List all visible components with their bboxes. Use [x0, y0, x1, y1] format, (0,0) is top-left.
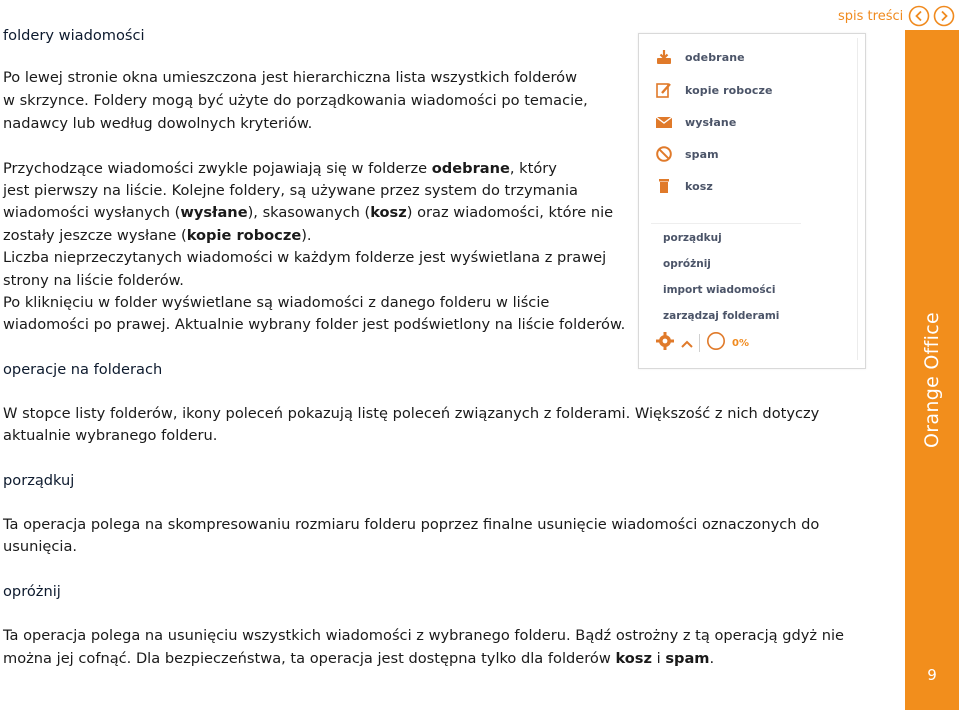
section-heading-operacje: operacje na folderach: [3, 361, 163, 378]
prev-page-button[interactable]: [908, 5, 930, 27]
pencil-draft-icon: [655, 81, 673, 99]
chevron-right-circle-icon: [933, 5, 955, 27]
paragraph-line: zostały jeszcze wysłane (kopie robocze).: [3, 227, 312, 244]
quota-value: 0%: [732, 337, 749, 349]
side-title-text: Orange Office: [921, 312, 944, 448]
paragraph-line: W stopce listy folderów, ikony poleceń pokazują listę poleceń związanych z folderami. Większość z nich dotyczy: [3, 405, 820, 422]
envelope-sent-icon: [655, 113, 673, 131]
menu-item-zarzadzaj[interactable]: zarządzaj folderami: [663, 310, 780, 322]
section-heading-foldery: foldery wiadomości: [3, 27, 145, 44]
folder-item-spam[interactable]: [655, 141, 835, 167]
section-heading-oproznij: opróżnij: [3, 583, 61, 600]
folder-item-wyslane[interactable]: [655, 109, 835, 135]
next-page-button[interactable]: [933, 5, 955, 27]
folder-label: wysłane: [685, 115, 737, 129]
paragraph-line: Po kliknięciu w folder wyświetlane są wiadomości z danego folderu w liście: [3, 294, 550, 311]
chevron-up-icon[interactable]: [681, 334, 693, 353]
section-heading-porzadkuj: porządkuj: [3, 472, 75, 489]
folder-label: kopie robocze: [685, 83, 773, 97]
menu-item-oproznij[interactable]: opróżnij: [663, 258, 711, 270]
paragraph-line: jest pierwszy na liście. Kolejne foldery, są używane przez system do trzymania: [3, 182, 578, 199]
gear-icon[interactable]: [655, 331, 675, 355]
paragraph-line: usunięcia.: [3, 538, 78, 555]
folder-label: spam: [685, 147, 719, 161]
folder-actions-menu: [651, 223, 801, 334]
paragraph-line: Ta operacja polega na skompresowaniu rozmiaru folderu poprzez finalne usunięcie wiadomości oznaczonych do: [3, 516, 820, 533]
paragraph-line: wiadomości wysłanych (wysłane), skasowanych (kosz) oraz wiadomości, które nie: [3, 204, 614, 221]
folder-list: [647, 38, 858, 360]
inbox-download-icon: [655, 48, 673, 66]
paragraph-line: Po lewej stronie okna umieszczona jest hierarchiczna lista wszystkich folderów: [3, 69, 578, 86]
footer-separator: [699, 334, 700, 352]
paragraph-line: można jej cofnąć. Dla bezpieczeństwa, ta operacja jest dostępna tylko dla folderów kosz i spam.: [3, 650, 715, 667]
paragraph-line: wiadomości po prawej. Aktualnie wybrany folder jest podświetlony na liście folderów.: [3, 316, 626, 333]
folder-item-odebrane[interactable]: [655, 44, 835, 70]
folder-item-kosz[interactable]: [655, 173, 835, 199]
paragraph-line: w skrzynce. Foldery mogą być użyte do porządkowania wiadomości po temacie,: [3, 92, 588, 109]
menu-item-porzadkuj[interactable]: porządkuj: [663, 232, 722, 244]
paragraph-line: Liczba nieprzeczytanych wiadomości w każdym folderze jest wyświetlana z prawej: [3, 249, 607, 266]
folder-label: kosz: [685, 179, 713, 193]
folder-label: odebrane: [685, 50, 745, 64]
chevron-left-circle-icon: [908, 5, 930, 27]
trash-icon: [655, 177, 673, 195]
no-entry-icon: [655, 145, 673, 163]
paragraph-line: nadawcy lub według dowolnych kryteriów.: [3, 115, 313, 132]
folder-footer-bar: [655, 330, 775, 356]
page-number: 9: [927, 666, 937, 684]
paragraph-line: Ta operacja polega na usunięciu wszystkich wiadomości z wybranego folderu. Bądź ostrożny z tą operacją gdyż nie: [3, 627, 844, 644]
folder-panel-screenshot: [638, 33, 866, 369]
paragraph-line: Przychodzące wiadomości zwykle pojawiają się w folderze odebrane, który: [3, 160, 557, 177]
quota-circle-icon: [706, 331, 726, 355]
toc-link[interactable]: spis treści: [838, 9, 904, 24]
side-title: [906, 150, 958, 610]
menu-item-import[interactable]: import wiadomości: [663, 284, 776, 296]
folder-item-kopie-robocze[interactable]: [655, 77, 835, 103]
paragraph-line: aktualnie wybranego folderu.: [3, 427, 218, 444]
paragraph-line: strony na liście folderów.: [3, 272, 184, 289]
